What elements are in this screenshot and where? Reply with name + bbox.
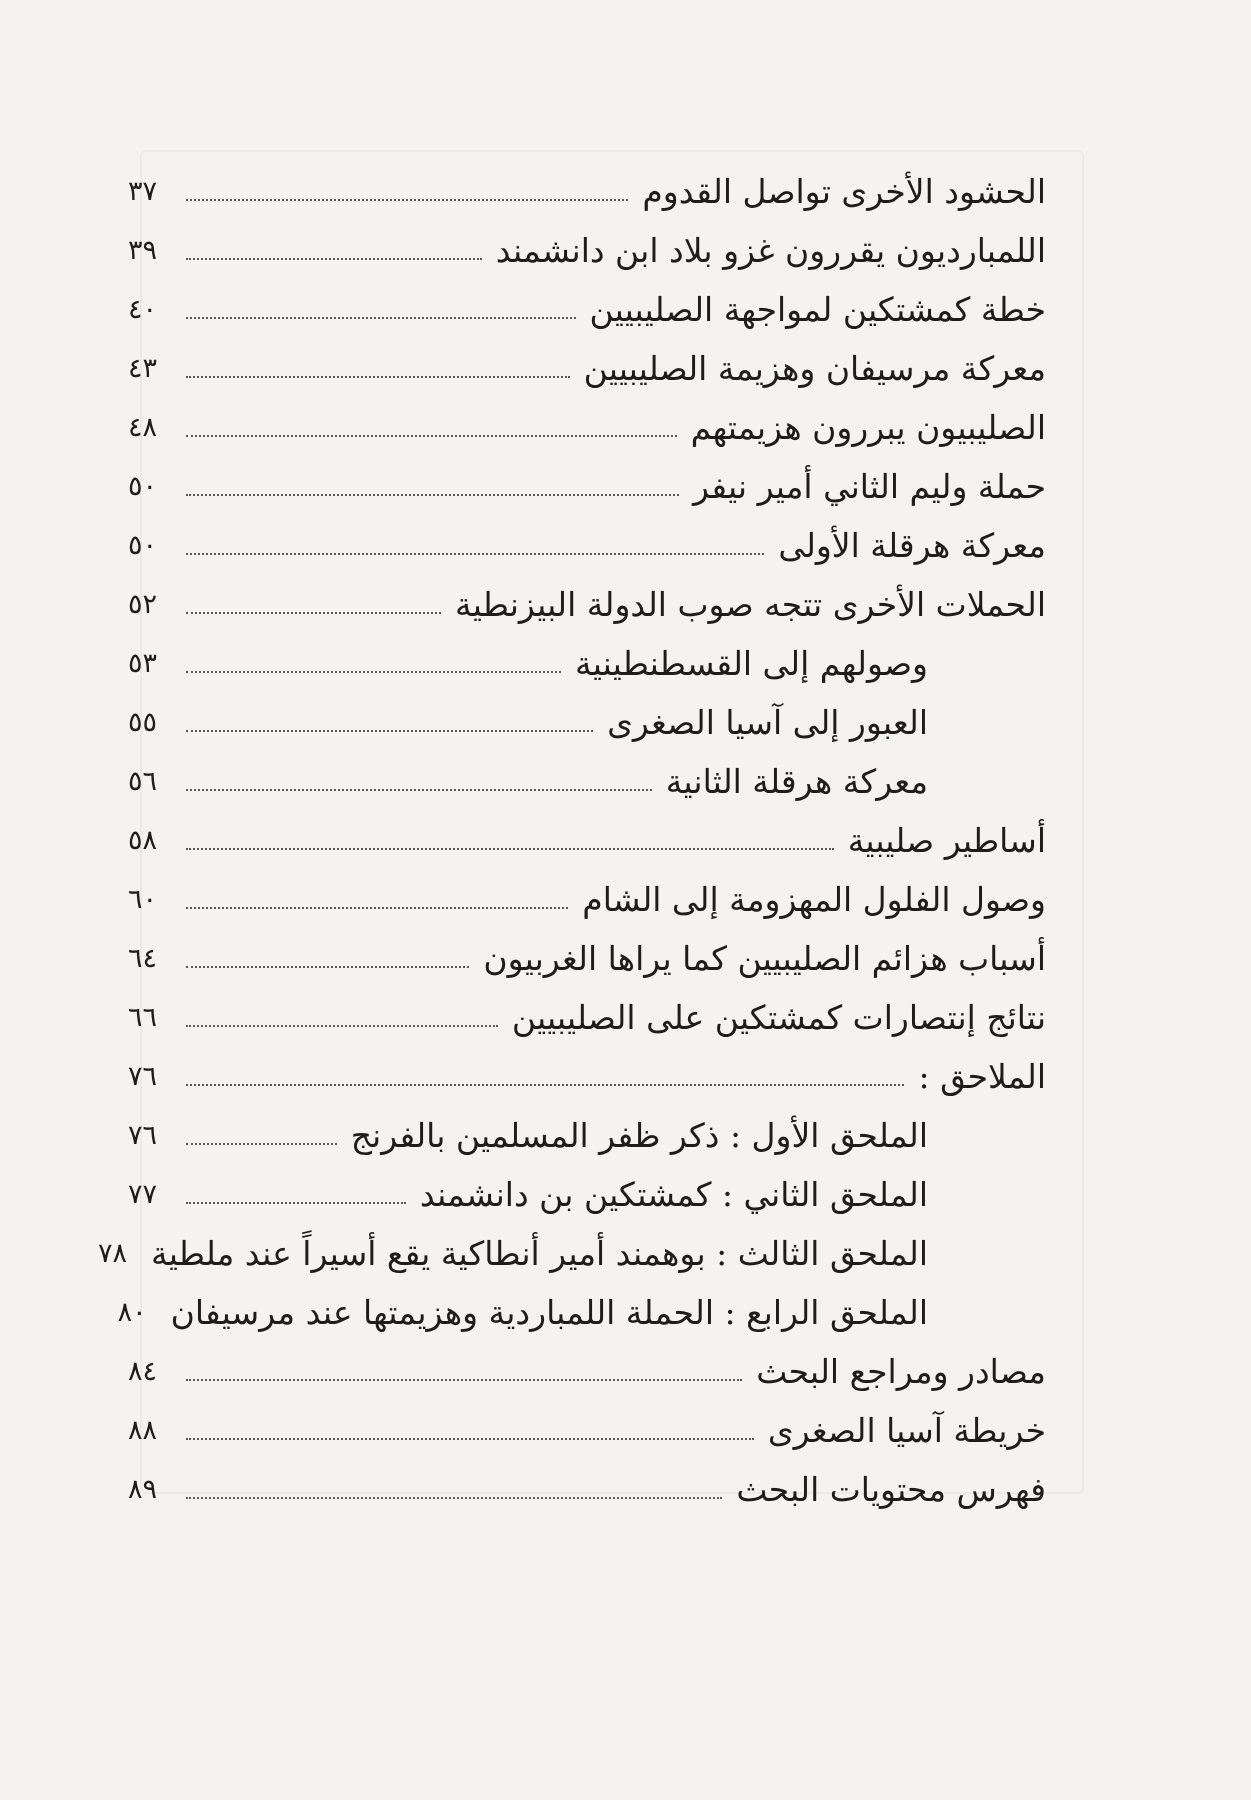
toc-entry-page: ٤٣ — [128, 353, 158, 384]
dot-leader — [186, 1143, 337, 1145]
toc-entry-page: ٧٨ — [97, 1238, 127, 1269]
toc-entry-page: ٣٧ — [128, 176, 158, 207]
toc-entry — [128, 1165, 1046, 1224]
toc-entry-page: ٨٤ — [128, 1356, 158, 1387]
dot-leader — [186, 671, 561, 673]
toc-entry-title: الحملات الأخرى تتجه صوب الدولة البيزنطية — [455, 585, 1046, 624]
dot-leader — [186, 1379, 742, 1381]
toc-entry — [128, 1047, 1046, 1106]
toc-entry-page: ٨٩ — [128, 1474, 158, 1505]
toc-entry-title: حملة وليم الثاني أمير نيفر — [693, 467, 1046, 506]
toc-entry — [128, 752, 1046, 811]
toc-entry-title: أسباب هزائم الصليبيين كما يراها الغربيون — [483, 939, 1046, 978]
toc-entry-title: معركة هرقلة الأولى — [778, 526, 1046, 565]
toc-entry — [128, 516, 1046, 575]
dot-leader — [186, 789, 652, 791]
toc-entry-title: الملحق الثاني : كمشتكين بن دانشمند — [419, 1175, 928, 1214]
dot-leader — [186, 553, 764, 555]
toc-entry — [128, 280, 1046, 339]
toc-entry-page: ٥٢ — [128, 589, 158, 620]
toc-entry — [128, 693, 1046, 752]
toc-entry-page: ٤٠ — [128, 294, 158, 325]
toc-entry — [128, 1401, 1046, 1460]
dot-leader — [186, 435, 677, 437]
toc-entry-title: نتائج إنتصارات كمشتكين على الصليبيين — [511, 998, 1046, 1037]
toc-entry — [97, 1224, 1046, 1283]
toc-entry-title: الملحق الثالث : بوهمند أمير أنطاكية يقع أسيراً عند ملطية — [151, 1234, 928, 1273]
toc-entry — [128, 575, 1046, 634]
toc-entry-title: معركة مرسيفان وهزيمة الصليبيين — [583, 349, 1046, 388]
dot-leader — [186, 907, 568, 909]
toc-entry — [117, 1283, 1046, 1342]
toc-entry-title: الصليبيون يبررون هزيمتهم — [690, 408, 1046, 447]
dot-leader — [186, 730, 593, 732]
toc-entry-title: الحشود الأخرى تواصل القدوم — [642, 172, 1046, 211]
dot-leader — [186, 317, 576, 319]
toc-entry-page: ٧٦ — [128, 1061, 158, 1092]
dot-leader — [186, 848, 834, 850]
table-of-contents — [97, 162, 1046, 1519]
toc-entry — [128, 221, 1046, 280]
toc-entry — [128, 988, 1046, 1047]
toc-entry-title: الملاحق : — [918, 1057, 1046, 1096]
toc-entry-title: وصول الفلول المهزومة إلى الشام — [582, 880, 1046, 919]
toc-entry-title: الملحق الأول : ذكر ظفر المسلمين بالفرنج — [350, 1116, 928, 1155]
toc-entry — [128, 811, 1046, 870]
toc-entry-title: الملحق الرابع : الحملة اللمباردية وهزيمتها عند مرسيفان — [170, 1293, 928, 1332]
toc-entry — [128, 339, 1046, 398]
toc-entry-page: ٦٦ — [128, 1002, 158, 1033]
toc-entry-title: وصولهم إلى القسطنطينية — [575, 644, 928, 683]
dot-leader — [186, 494, 679, 496]
toc-entry-page: ٥٥ — [128, 707, 158, 738]
toc-entry — [128, 398, 1046, 457]
toc-entry-title: خطة كمشتكين لمواجهة الصليبيين — [589, 290, 1046, 329]
toc-entry-page: ٧٧ — [128, 1179, 158, 1210]
toc-entry-title: العبور إلى آسيا الصغرى — [607, 703, 928, 742]
toc-entry-title: مصادر ومراجع البحث — [756, 1352, 1046, 1391]
toc-entry — [128, 929, 1046, 988]
toc-entry-page: ٧٦ — [128, 1120, 158, 1151]
dot-leader — [186, 966, 469, 968]
toc-entry-page: ٨٠ — [117, 1297, 147, 1328]
toc-entry-title: أساطير صليبية — [847, 821, 1046, 860]
dot-leader — [186, 258, 482, 260]
toc-entry-title: فهرس محتويات البحث — [736, 1470, 1046, 1509]
toc-entry — [128, 457, 1046, 516]
dot-leader — [186, 1202, 406, 1204]
dot-leader — [186, 1025, 498, 1027]
dot-leader — [186, 199, 628, 201]
toc-entry — [128, 634, 1046, 693]
dot-leader — [186, 1084, 904, 1086]
toc-entry-page: ٣٩ — [128, 235, 158, 266]
toc-entry — [128, 870, 1046, 929]
toc-entry-page: ٥٠ — [128, 530, 158, 561]
toc-entry-page: ٥٣ — [128, 648, 158, 679]
toc-entry-page: ٤٨ — [128, 412, 158, 443]
toc-entry — [128, 1106, 1046, 1165]
toc-entry-page: ٥٠ — [128, 471, 158, 502]
toc-entry — [128, 1342, 1046, 1401]
toc-entry-title: اللمبارديون يقررون غزو بلاد ابن دانشمند — [495, 231, 1046, 270]
toc-entry-page: ٥٨ — [128, 825, 158, 856]
toc-entry-title: معركة هرقلة الثانية — [665, 762, 928, 801]
dot-leader — [186, 612, 441, 614]
toc-entry-title: خريطة آسيا الصغرى — [767, 1411, 1046, 1450]
toc-entry-page: ٦٤ — [128, 943, 158, 974]
dot-leader — [186, 376, 570, 378]
dot-leader — [186, 1497, 722, 1499]
toc-entry-page: ٦٠ — [128, 884, 158, 915]
dot-leader — [186, 1438, 754, 1440]
toc-entry-page: ٨٨ — [128, 1415, 158, 1446]
toc-entry-page: ٥٦ — [128, 766, 158, 797]
toc-entry — [128, 1460, 1046, 1519]
toc-entry — [128, 162, 1046, 221]
